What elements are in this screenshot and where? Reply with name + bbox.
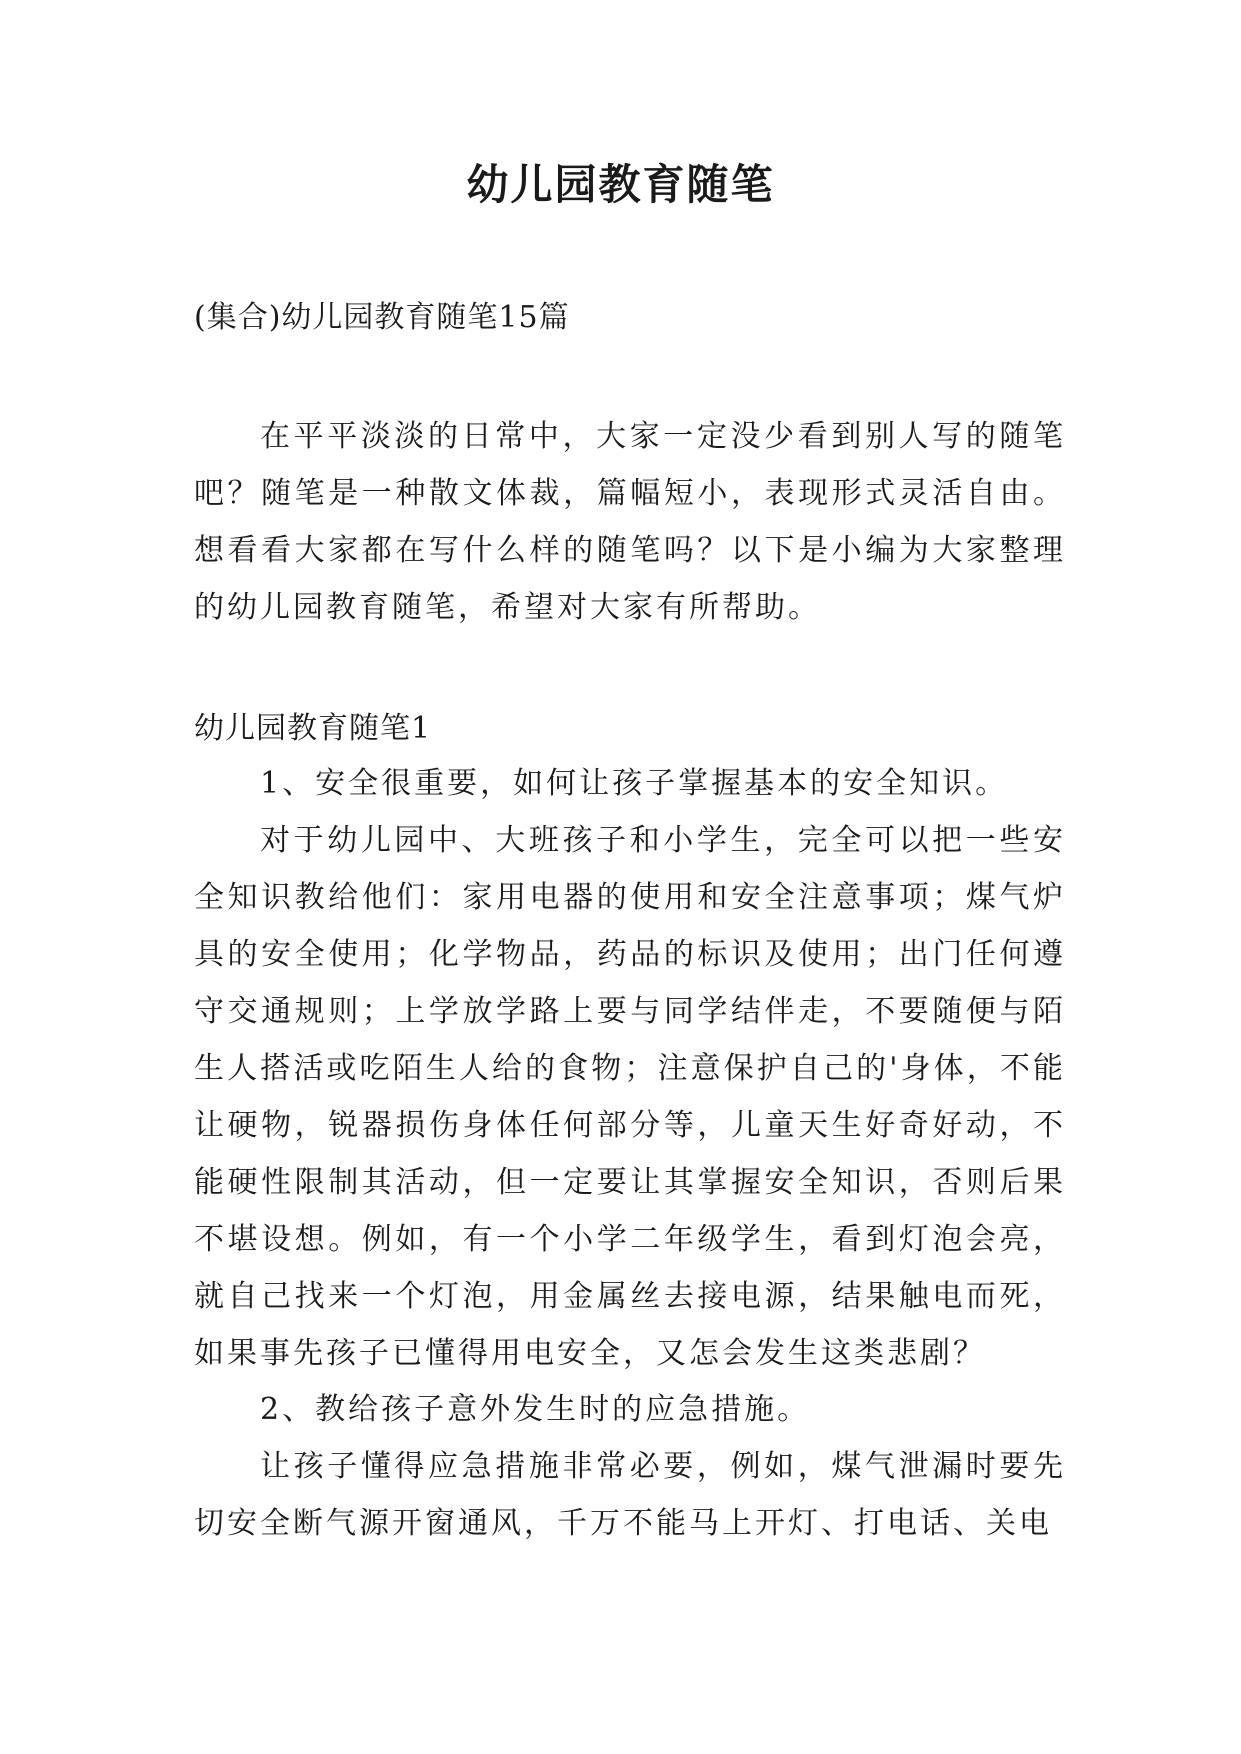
paragraph-safety-point-2: 2、教给孩子意外发生时的应急措施。 [260, 1392, 811, 1427]
section-heading: 幼儿园教育随笔1 [194, 711, 432, 746]
document-subtitle: (集合)幼儿园教育随笔15篇 [194, 300, 570, 335]
paragraph-emergency-measures: 让孩子懂得应急措施非常必要，例如，煤气泄漏时要先切安全断气源开窗通风，千万不能马上开灯、打电话、关电 [194, 1449, 1066, 1541]
paragraph-safety-knowledge: 对于幼儿园中、大班孩子和小学生，完全可以把一些安全知识教给他们：家用电器的使用和安全注意事项；煤气炉具的安全使用；化学物品，药品的标识及使用；出门任何遵守交通规则；上学放学路上要与同学结伴走，不要随便与陌生人搭活或吃陌生人给的食物；注意保护自己的'身体，不能让硬物，锐器损伤身体任何部分等，儿童天生好奇好动，不能硬性限制其活动，但一定要让其掌握安全知识，否则后果不堪设想。例如，有一个小学二年级学生，看到灯泡会亮，就自己找来一个灯泡，用金属丝去接电源，结果触电而死，如果事先孩子已懂得用电安全，又怎会发生这类悲剧？ [194, 823, 1066, 1371]
intro-paragraph: 在平平淡淡的日常中，大家一定没少看到别人写的随笔吧？随笔是一种散文体裁，篇幅短小，表现形式灵活自由。想看看大家都在写什么样的随笔吗？以下是小编为大家整理的幼儿园教育随笔，希望对大家有所帮助。 [194, 419, 1066, 625]
document-title: 幼儿园教育随笔 [466, 160, 775, 209]
paragraph-safety-point-1: 1、安全很重要，如何让孩子掌握基本的安全知识。 [260, 766, 1009, 801]
